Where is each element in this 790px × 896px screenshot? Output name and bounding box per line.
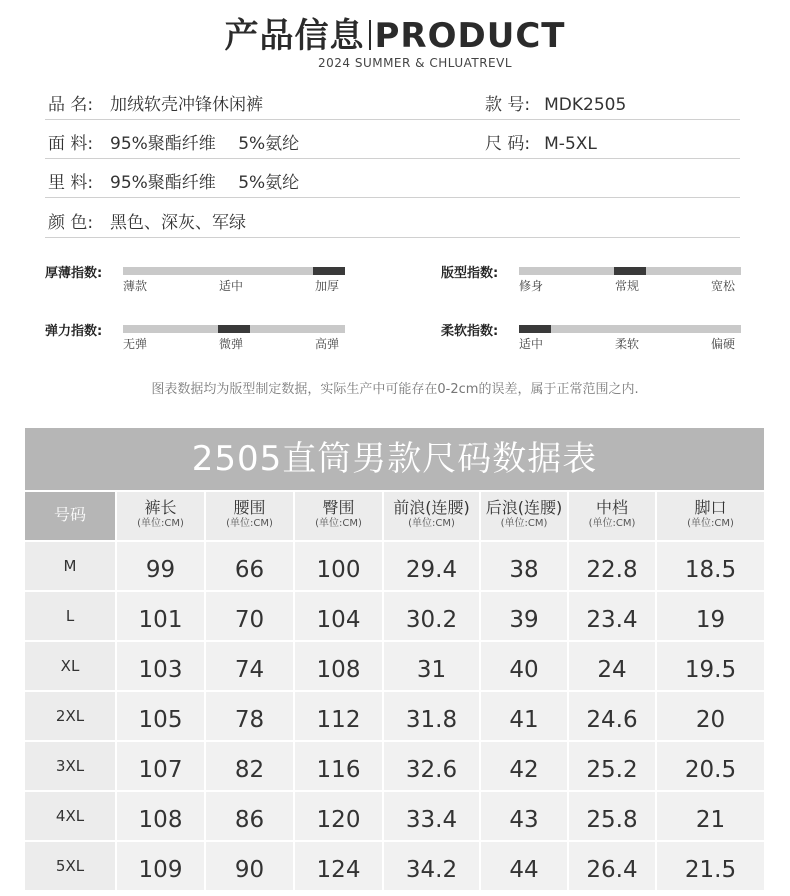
page-title — [0, 14, 790, 58]
measurement-cell — [384, 642, 479, 690]
gauge-tick-high: 偏硬 — [711, 337, 736, 351]
measurement-cell — [295, 592, 382, 640]
measurement-cell — [384, 542, 479, 590]
measurement-cell — [295, 842, 382, 890]
measurement-value: 19 — [695, 607, 726, 633]
column-name: 脚口 — [694, 498, 727, 517]
gauge-tick-mid: 柔软 — [615, 337, 640, 351]
measurement-value: 32.6 — [405, 757, 458, 783]
table-row — [25, 842, 764, 890]
gauge-label: 版型指数: — [441, 266, 499, 281]
measurement-cell — [481, 842, 567, 890]
measurement-value: 108 — [316, 657, 361, 683]
gauge-label: 弹力指数: — [45, 324, 103, 339]
measurement-cell — [569, 692, 655, 740]
measurement-cell — [117, 592, 204, 640]
column-header — [117, 492, 204, 540]
measurement-value: 31.8 — [405, 707, 458, 733]
measurement-cell — [206, 692, 293, 740]
measurement-value: 23.4 — [586, 607, 638, 633]
measurement-cell — [657, 642, 764, 690]
column-unit: (单位:CM) — [226, 518, 273, 529]
gauge-tick-high: 加厚 — [315, 279, 340, 293]
gauge-track — [123, 325, 345, 333]
measurement-value: 38 — [509, 557, 539, 583]
measurement-value: 33.4 — [405, 807, 458, 833]
gauge-track — [519, 267, 741, 275]
gauge-marker — [519, 325, 551, 333]
measurement-cell — [117, 642, 204, 690]
gauge-tick-mid: 微弹 — [219, 337, 244, 351]
measurement-cell — [206, 542, 293, 590]
size-value: M-5XL — [544, 134, 597, 154]
measurement-cell — [569, 842, 655, 890]
size-range — [485, 129, 597, 154]
measurement-value: 19.5 — [684, 657, 737, 683]
measurement-value: 20 — [695, 707, 726, 733]
measurement-value: 21.5 — [684, 857, 737, 883]
measurement-value: 21 — [695, 807, 726, 833]
table-row — [25, 692, 764, 740]
measurement-cell — [295, 692, 382, 740]
measurement-cell — [481, 742, 567, 790]
measurement-value: 31 — [416, 657, 447, 683]
tolerance-note: 图表数据均为版型制定数据，实际生产中可能存在0-2cm的误差，属于正常范围之内. — [151, 382, 639, 397]
measurement-cell — [657, 592, 764, 640]
measurement-cell — [481, 692, 567, 740]
measurement-cell — [657, 842, 764, 890]
measurement-value: 108 — [138, 807, 183, 833]
gauge-tick-low: 无弹 — [123, 337, 148, 351]
measurement-cell — [569, 542, 655, 590]
measurement-value: 109 — [138, 857, 183, 883]
measurement-cell — [295, 742, 382, 790]
gauge-tick-low: 薄款 — [123, 279, 148, 293]
table-row — [25, 542, 764, 590]
measurement-value: 24.6 — [586, 707, 638, 733]
measurement-cell — [384, 792, 479, 840]
measurement-value: 78 — [234, 707, 265, 733]
column-header — [569, 492, 655, 540]
title-divider — [369, 20, 371, 50]
measurement-value: 66 — [234, 557, 265, 583]
gauge-tick-high: 高弹 — [315, 337, 340, 351]
measurement-cell — [206, 792, 293, 840]
measurement-cell — [117, 742, 204, 790]
column-unit: (单位:CM) — [500, 518, 548, 529]
size-code: 2XL — [55, 707, 85, 725]
measurement-value: 34.2 — [405, 857, 458, 883]
measurement-cell — [117, 842, 204, 890]
column-unit: (单位:CM) — [408, 518, 455, 529]
gauge-track — [519, 325, 741, 333]
column-name: 臀围 — [322, 498, 355, 517]
measurement-value: 42 — [509, 757, 539, 783]
size-code-cell — [25, 692, 115, 740]
title-cn: 产品信息 — [224, 16, 365, 56]
size-code: XL — [60, 657, 80, 675]
column-header — [384, 492, 479, 540]
measurement-cell — [295, 642, 382, 690]
measurement-value: 26.4 — [586, 857, 638, 883]
size-label: 尺 码: — [485, 134, 531, 154]
measurement-cell — [481, 642, 567, 690]
measurement-cell — [117, 792, 204, 840]
measurement-value: 39 — [509, 607, 539, 633]
measurement-value: 86 — [234, 807, 265, 833]
lining-label: 里 料: — [48, 173, 94, 193]
measurement-value: 90 — [234, 857, 265, 883]
measurement-value: 44 — [509, 857, 539, 883]
info-row-lining — [45, 158, 740, 198]
gauge-marker — [313, 267, 345, 275]
column-header — [481, 492, 567, 540]
color-value: 黑色、深灰、军绿 — [110, 213, 246, 233]
measurement-value: 18.5 — [684, 557, 737, 583]
size-table-title: 2505直筒男款尺码数据表 — [25, 428, 764, 490]
name-label: 品 名: — [48, 95, 94, 115]
size-code: 3XL — [55, 757, 85, 775]
column-name: 裤长 — [144, 498, 177, 517]
column-name: 后浪(连腰) — [485, 498, 563, 517]
measurement-value: 101 — [138, 607, 183, 633]
size-code-cell — [25, 792, 115, 840]
measurement-value: 25.8 — [586, 807, 638, 833]
measurement-cell — [117, 692, 204, 740]
gauge-tick-low: 适中 — [519, 337, 544, 351]
gauge-tick-low: 修身 — [519, 279, 544, 293]
column-unit: (单位:CM) — [315, 518, 362, 529]
measurement-cell — [206, 742, 293, 790]
table-row — [25, 592, 764, 640]
measurement-cell — [295, 792, 382, 840]
measurement-value: 120 — [316, 807, 361, 833]
measurement-cell — [206, 642, 293, 690]
measurement-value: 100 — [316, 557, 361, 583]
table-row — [25, 792, 764, 840]
size-code-cell — [25, 542, 115, 590]
gauge-tick-mid: 适中 — [219, 279, 244, 293]
style-value: MDK2505 — [544, 95, 627, 115]
measurement-value: 41 — [509, 707, 539, 733]
table-header-row — [25, 492, 764, 540]
measurement-value: 105 — [138, 707, 183, 733]
info-row-fabric — [45, 119, 740, 159]
fabric-value: 95%聚酯纤维 5%氨纶 — [110, 134, 300, 154]
measurement-cell — [117, 542, 204, 590]
measurement-cell — [206, 592, 293, 640]
column-header — [295, 492, 382, 540]
measurement-cell — [657, 692, 764, 740]
gauge-tick-high: 宽松 — [711, 279, 736, 293]
column-name: 前浪(连腰) — [393, 498, 470, 517]
style-number — [485, 90, 626, 115]
style-label: 款 号: — [485, 95, 531, 115]
table-row — [25, 742, 764, 790]
color-label: 颜 色: — [48, 213, 94, 233]
gauge-label: 柔软指数: — [441, 324, 499, 339]
measurement-value: 104 — [316, 607, 361, 633]
measurement-value: 103 — [138, 657, 183, 683]
measurement-value: 29.4 — [405, 557, 458, 583]
measurement-value: 43 — [509, 807, 539, 833]
gauge-tick-mid: 常规 — [615, 279, 640, 293]
measurement-cell — [569, 642, 655, 690]
measurement-value: 82 — [234, 757, 265, 783]
table-row — [25, 642, 764, 690]
measurement-value: 116 — [316, 757, 361, 783]
column-name: 中档 — [595, 498, 628, 517]
lining-value: 95%聚酯纤维 5%氨纶 — [110, 173, 300, 193]
measurement-value: 124 — [316, 857, 361, 883]
column-name: 号码 — [53, 505, 86, 524]
product-info-header — [0, 14, 790, 70]
gauge-marker — [614, 267, 646, 275]
measurement-cell — [295, 542, 382, 590]
measurement-value: 20.5 — [684, 757, 737, 783]
measurement-cell — [657, 792, 764, 840]
column-unit: (单位:CM) — [687, 518, 734, 529]
measurement-cell — [206, 842, 293, 890]
size-code: 4XL — [55, 807, 85, 825]
fabric-label: 面 料: — [48, 134, 94, 154]
measurement-cell — [569, 592, 655, 640]
measurement-cell — [481, 542, 567, 590]
measurement-value: 25.2 — [586, 757, 638, 783]
measurement-value: 107 — [138, 757, 183, 783]
gauge-label: 厚薄指数: — [45, 266, 103, 281]
measurement-value: 112 — [316, 707, 361, 733]
size-code: M — [63, 557, 77, 575]
measurement-value: 30.2 — [405, 607, 458, 633]
column-header — [25, 492, 115, 540]
gauge-track — [123, 267, 345, 275]
column-name: 腰围 — [233, 498, 266, 517]
size-code-cell — [25, 842, 115, 890]
size-code-cell — [25, 642, 115, 690]
measurement-cell — [657, 742, 764, 790]
measurement-cell — [657, 542, 764, 590]
column-header — [657, 492, 764, 540]
measurement-cell — [384, 842, 479, 890]
size-code-cell — [25, 592, 115, 640]
column-unit: (单位:CM) — [588, 518, 636, 529]
measurement-value: 22.8 — [586, 557, 638, 583]
measurement-value: 40 — [509, 657, 539, 683]
name-value: 加绒软壳冲锋休闲裤 — [110, 95, 263, 115]
measurement-cell — [384, 742, 479, 790]
measurement-value: 70 — [234, 607, 265, 633]
measurement-value: 24 — [597, 657, 627, 683]
measurement-value: 99 — [145, 557, 176, 583]
column-unit: (单位:CM) — [137, 518, 184, 529]
info-row-name — [45, 80, 740, 120]
measurement-cell — [384, 692, 479, 740]
measurement-cell — [481, 792, 567, 840]
column-header — [206, 492, 293, 540]
title-en: PRODUCT — [374, 16, 566, 56]
gauge-marker — [218, 325, 250, 333]
measurement-cell — [569, 792, 655, 840]
page-subtitle: 2024 SUMMER & CHLUATREVL — [317, 56, 513, 70]
size-code: L — [65, 607, 75, 625]
measurement-value: 74 — [234, 657, 265, 683]
size-code: 5XL — [55, 857, 85, 875]
size-code-cell — [25, 742, 115, 790]
measurement-cell — [384, 592, 479, 640]
measurement-cell — [481, 592, 567, 640]
info-row-color — [45, 198, 740, 238]
measurement-cell — [569, 742, 655, 790]
